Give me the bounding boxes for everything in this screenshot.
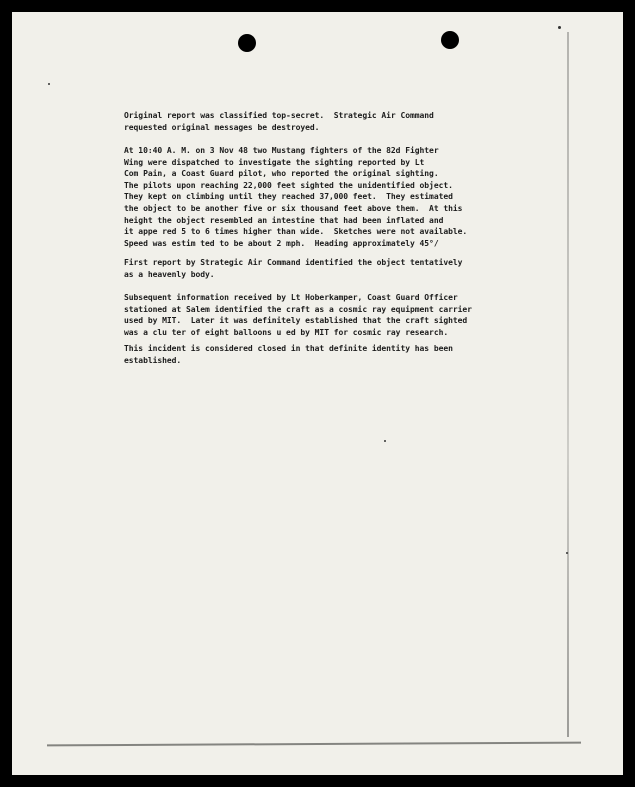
document-page [12, 12, 623, 775]
paragraph-classification-note: Original report was classified top-secret. Strategic Air Command requested original messages be destroyed. [124, 111, 434, 132]
punch-hole-left [238, 34, 256, 52]
punch-hole-right [441, 31, 459, 49]
paragraph-conclusion: This incident is considered closed in that definite identity has been established. [124, 344, 453, 365]
page-fold-line-right [567, 32, 569, 737]
speck [48, 83, 50, 85]
speck [558, 26, 561, 29]
page-fold-line-bottom [47, 742, 581, 747]
paragraph-first-report: First report by Strategic Air Command identified the object tentatively as a heavenly body. [124, 258, 463, 279]
speck [566, 552, 568, 554]
paragraph-subsequent-information: Subsequent information received by Lt Hoberkamper, Coast Guard Officer stationed at Salem identified the craft as a cosmic ray equipment carrier used by MIT. Later it was definitely established that the craft sighted was a clu ter of eight balloons u ed by MIT for cosmic ray research. [124, 293, 472, 337]
paragraph-sighting-details: At 10:40 A. M. on 3 Nov 48 two Mustang fighters of the 82d Fighter Wing were dispatched to investigate the sighting reported by Lt Com Pain, a Coast Guard pilot, who reported the original sighting. The pilots upon reaching 22,000 feet sighted the unidentified object. They kept on climbing until they reached 37,000 feet. They estimated the object to be another five or six thousand feet above them. At this height the object resembled an intestine that had been inflated and it appe red 5 to 6 times higher than wide. Sketches were not available. Speed was estim ted to be about 2 mph. Heading approximately 45°/ [124, 146, 468, 248]
speck [384, 440, 386, 442]
